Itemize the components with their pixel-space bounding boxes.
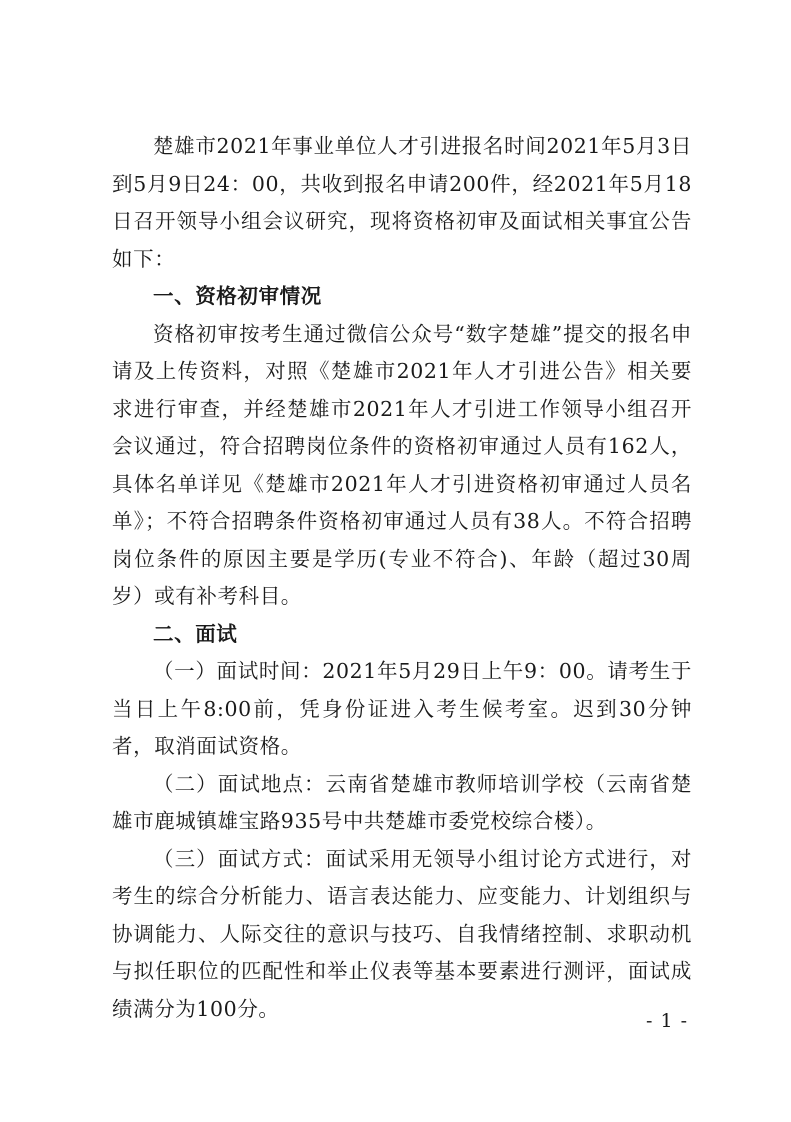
page-number: - 1 - [646, 1010, 689, 1032]
paragraph-interview-location: （二）面试地点：云南省楚雄市教师培训学校（云南省楚雄市鹿城镇雄宝路935号中共楚雄市委党校综合楼）。 [112, 771, 692, 833]
paragraph-qualification-review: 资格初审按考生通过微信公众号“数字楚雄”提交的报名申请及上传资料，对照《楚雄市2021年人才引进公告》相关要求进行审查，并经楚雄市2021年人才引进工作领导小组召开会议通过，符合招聘岗位条件的资格初审通过人员有162人，具体名单详见《楚雄市2021年人才引进资格初审通过人员名单》；不符合招聘条件资格初审通过人员有38人。不符合招聘岗位条件的原因主要是学历(专业不符合)、年龄（超过30周岁）或有补考科目。 [112, 321, 692, 608]
document-body [112, 128, 692, 1028]
paragraph-interview-method: （三）面试方式：面试采用无领导小组讨论方式进行，对考生的综合分析能力、语言表达能力、应变能力、计划组织与协调能力、人际交往的意识与技巧、自我情绪控制、求职动机与拟任职位的匹配性和举止仪表等基本要素进行测评，面试成绩满分为100分。 [112, 846, 692, 1021]
heading-qualification-review: 一、资格初审情况 [153, 284, 322, 308]
paragraph-intro: 楚雄市2021年事业单位人才引进报名时间2021年5月3日到5月9日24：00，共收到报名申请200件，经2021年5月18日召开领导小组会议研究，现将资格初审及面试相关事宜公告如下： [112, 134, 692, 271]
heading-interview: 二、面试 [153, 621, 238, 646]
paragraph-interview-time: （一）面试时间：2021年5月29日上午9：00。请考生于当日上午8:00前，凭身份证进入考生候考室。迟到30分钟者，取消面试资格。 [112, 659, 692, 758]
